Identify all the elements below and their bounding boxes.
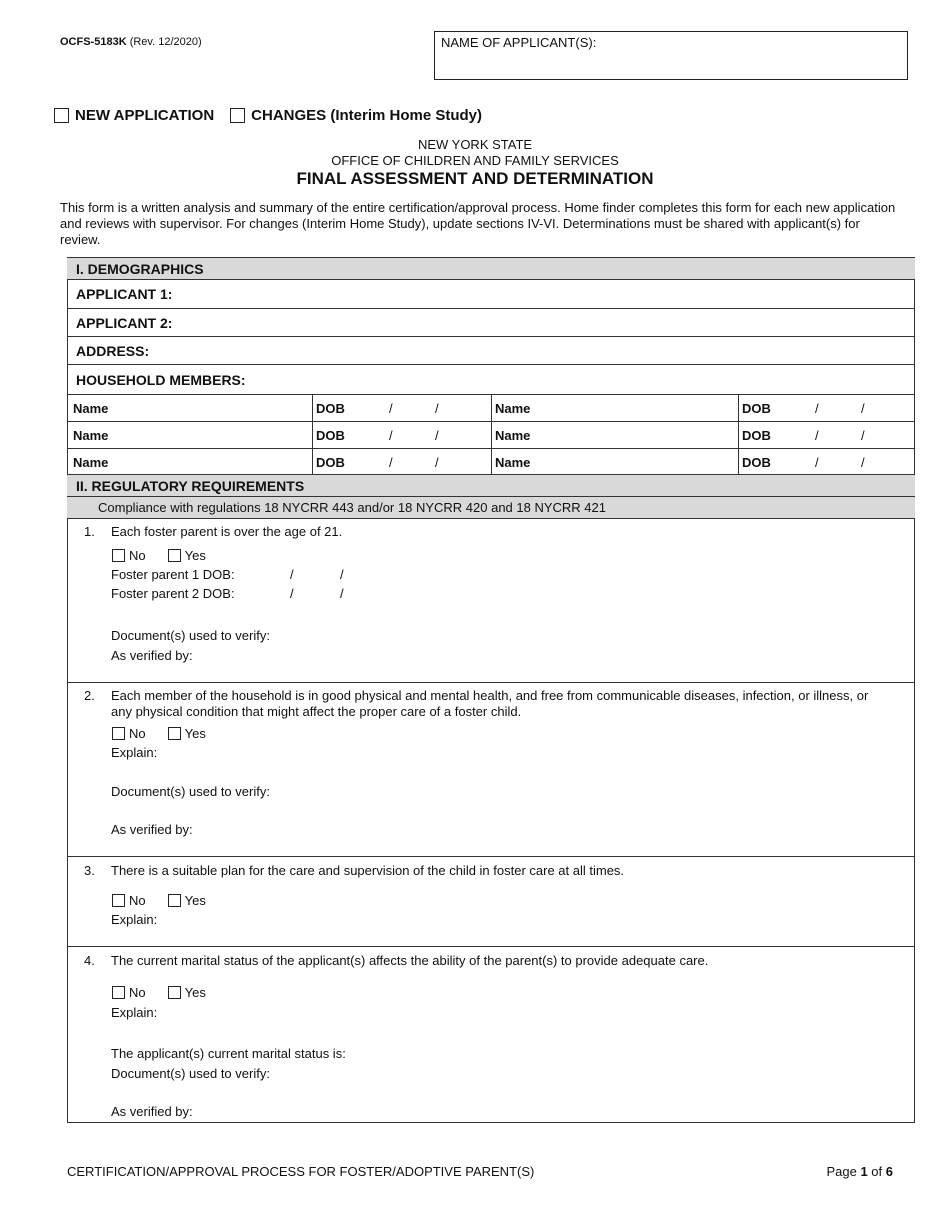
name-label[interactable]: Name [73,455,109,470]
applicant1-field[interactable]: APPLICANT 1: [67,280,915,309]
applicant-name-label: NAME OF APPLICANT(S): [441,35,597,50]
state-heading: NEW YORK STATE [417,137,533,152]
dob-label[interactable]: DOB [742,455,771,470]
item-number: 3. [84,863,95,878]
yes-label: Yes [184,985,206,1000]
page-title: FINAL ASSESSMENT AND DETERMINATION [296,169,654,188]
yes-checkbox[interactable] [168,894,181,907]
explain-label: Explain: [111,1005,158,1020]
applicant-name-field[interactable] [434,31,908,80]
explain-label: Explain: [111,745,158,760]
new-application-label: NEW APPLICATION [75,107,215,124]
household-row: Name DOB / / Name DOB / / [67,422,915,449]
changes-checkbox[interactable] [230,108,245,123]
no-checkbox[interactable] [112,549,125,562]
yes-label: Yes [184,893,206,908]
dob-label[interactable]: DOB [742,401,771,416]
foster-parent2-dob: Foster parent 2 DOB: [111,586,235,601]
no-label: No [129,548,146,563]
no-label: No [129,726,146,741]
documents-label: Document(s) used to verify: [111,628,270,643]
yes-no-choice [112,893,206,908]
item-text: Each member of the household is in good physical and mental health, and free from communicable diseases, infection, or illness, or any physical condition that might affect the proper care of a foster child. [111,688,869,719]
verified-by-label: As verified by: [111,648,193,663]
documents-label: Document(s) used to verify: [111,784,270,799]
no-label: No [129,985,146,1000]
regulatory-heading: II. REGULATORY REQUIREMENTS [67,475,915,497]
yes-checkbox[interactable] [168,986,181,999]
requirement-item-1: 1. Each foster parent is over the age of 21. No Yes Foster parent 1 DOB: / / Foster parent 2 DOB: / / Document(s) used to verify: As verified by: [67,519,915,683]
yes-no-choice [112,726,206,741]
verified-by-label: As verified by: [111,1104,193,1119]
no-checkbox[interactable] [112,894,125,907]
dob-label[interactable]: DOB [742,428,771,443]
name-label[interactable]: Name [495,428,531,443]
form-number [60,36,202,48]
yes-no-choice [112,548,206,563]
documents-label: Document(s) used to verify: [111,1066,270,1081]
marital-status-label: The applicant(s) current marital status is: [111,1046,346,1061]
verified-by-label: As verified by: [111,822,193,837]
dob-label[interactable]: DOB [316,455,345,470]
intro-paragraph: This form is a written analysis and summary of the entire certification/approval process. Home finder completes this form for each new application and reviews with supervisor. For changes (Interim Home Study), update sections IV-VI. Determinations must be shared with applicant(s) for review. [60,200,896,247]
name-label[interactable]: Name [73,401,109,416]
yes-checkbox[interactable] [168,727,181,740]
office-heading: OFFICE OF CHILDREN AND FAMILY SERVICES [331,153,619,168]
household-members-heading: HOUSEHOLD MEMBERS: [67,365,915,395]
household-row: Name DOB / / Name DOB / / [67,449,915,475]
no-checkbox[interactable] [112,986,125,999]
applicant2-field[interactable]: APPLICANT 2: [67,309,915,337]
changes-label: CHANGES (Interim Home Study) [251,107,483,124]
dob-label[interactable]: DOB [316,401,345,416]
household-row: Name DOB / / Name DOB / / [67,395,915,422]
page-number: Page 1 of 6 [826,1164,893,1179]
yes-no-choice [112,985,206,1000]
no-label: No [129,893,146,908]
dob-label[interactable]: DOB [316,428,345,443]
yes-checkbox[interactable] [168,549,181,562]
form-number-code: OCFS-5183K [60,36,127,48]
item-text: Each foster parent is over the age of 21. [111,524,343,539]
form-revision: (Rev. 12/2020) [129,36,202,48]
item-text: The current marital status of the applicant(s) affects the ability of the parent(s) to provide adequate care. [111,953,709,968]
requirement-item-2 [67,683,915,857]
foster-parent1-dob: Foster parent 1 DOB: [111,567,235,582]
item-text: There is a suitable plan for the care and supervision of the child in foster care at all times. [111,863,625,878]
address-field[interactable]: ADDRESS: [67,337,915,365]
yes-label: Yes [184,726,206,741]
application-type [54,107,482,124]
item-number: 4. [84,953,95,968]
requirement-item-3 [67,857,915,947]
item-number: 2. [84,688,95,703]
demographics-heading: I. DEMOGRAPHICS [67,257,915,280]
yes-label: Yes [184,548,206,563]
name-label[interactable]: Name [73,428,109,443]
no-checkbox[interactable] [112,727,125,740]
name-label[interactable]: Name [495,455,531,470]
name-label[interactable]: Name [495,401,531,416]
regulatory-subheading: Compliance with regulations 18 NYCRR 443 and/or 18 NYCRR 420 and 18 NYCRR 421 [67,497,915,519]
explain-label: Explain: [111,912,158,927]
footer-title: CERTIFICATION/APPROVAL PROCESS FOR FOSTER/ADOPTIVE PARENT(S) [67,1164,535,1179]
requirement-item-4 [67,947,915,1123]
new-application-checkbox[interactable] [54,108,69,123]
item-number: 1. [84,524,95,539]
